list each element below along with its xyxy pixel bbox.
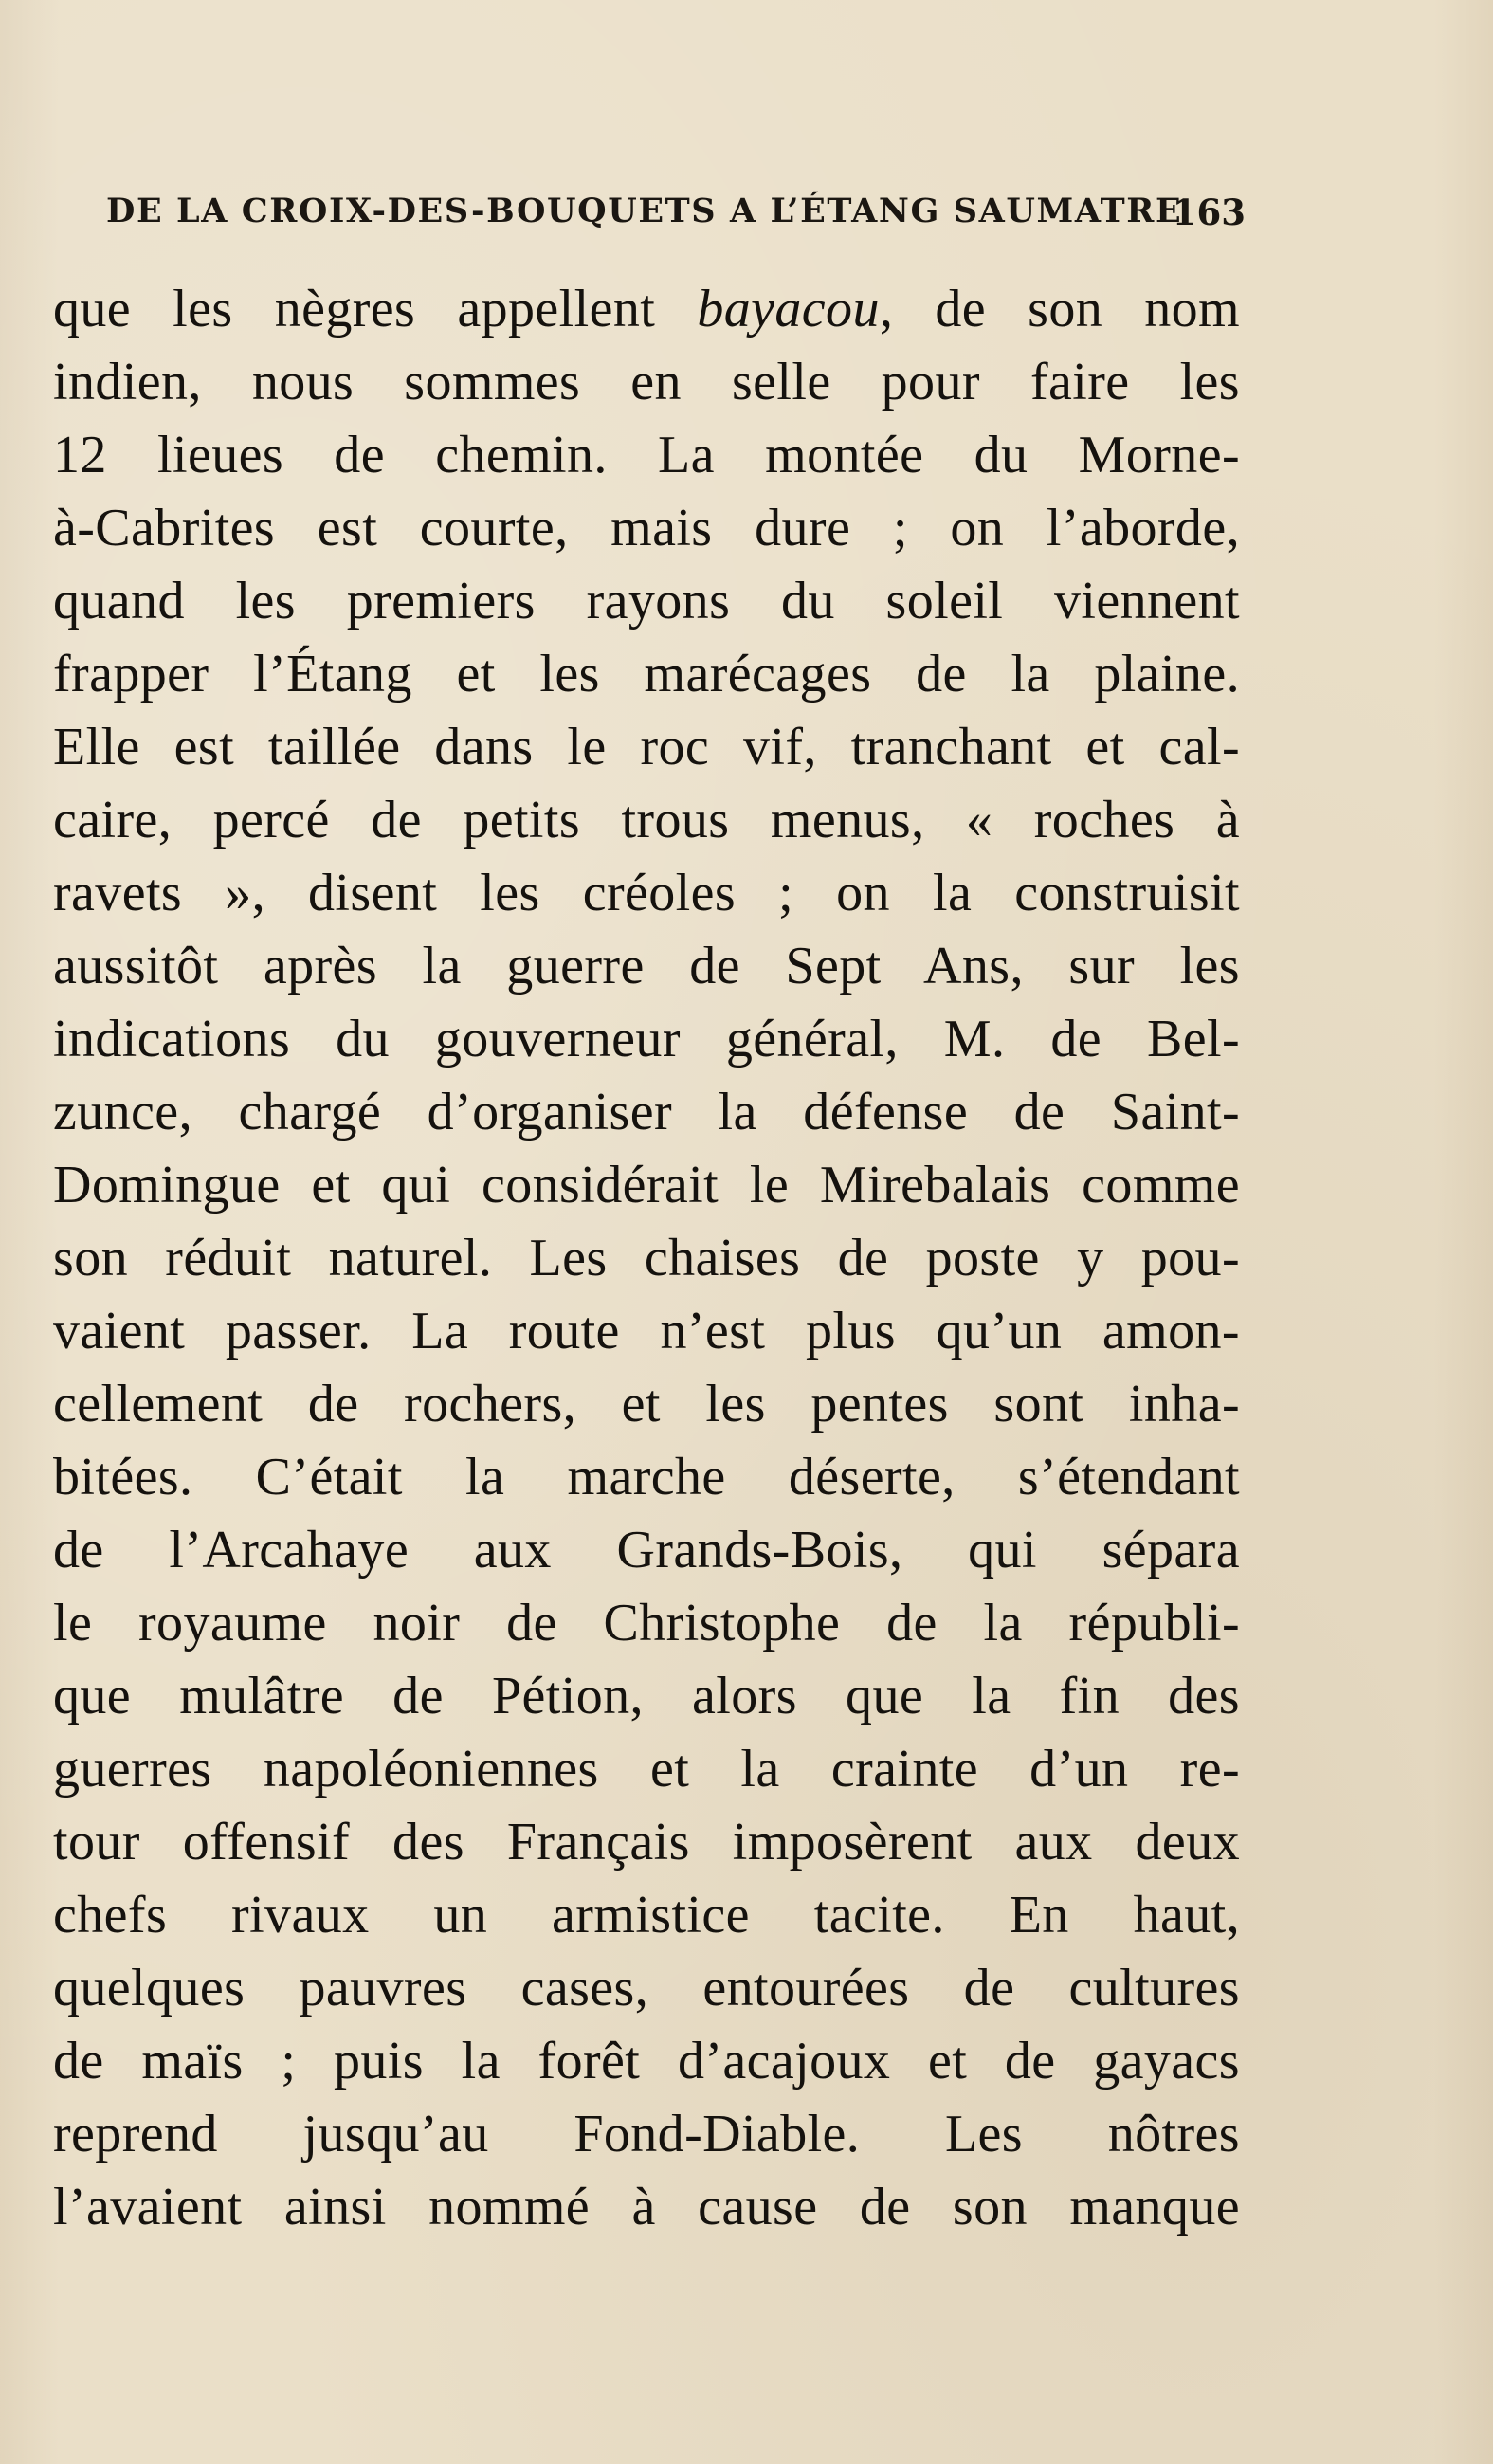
text-line: zunce, chargé d’organiser la défense de Saint- bbox=[53, 1083, 1240, 1141]
text-segment: que les nègres appellent bbox=[53, 280, 698, 338]
text-line: frapper l’Étang et les marécages de la plaine. bbox=[53, 645, 1240, 703]
text-line: cellement de rochers, et les pentes sont inha- bbox=[53, 1375, 1240, 1433]
text-segment: , de son nom bbox=[879, 280, 1240, 338]
text-line: indications du gouverneur général, M. de Bel- bbox=[53, 1010, 1240, 1068]
text-line: le royaume noir de Christophe de la républi- bbox=[53, 1594, 1240, 1652]
text-line: guerres napoléoniennes et la crainte d’un re- bbox=[53, 1740, 1240, 1798]
text-line: reprend jusqu’au Fond-Diable. Les nôtres bbox=[53, 2105, 1240, 2163]
text-line: son réduit naturel. Les chaises de poste y pou- bbox=[53, 1229, 1240, 1287]
text-line: quelques pauvres cases, entourées de cultures bbox=[53, 1959, 1240, 2017]
text-line: l’avaient ainsi nommé à cause de son manque bbox=[53, 2178, 1240, 2236]
text-line: à-Cabrites est courte, mais dure ; on l’aborde, bbox=[53, 499, 1240, 557]
page-number: 163 bbox=[1172, 192, 1246, 233]
italic-word: bayacou bbox=[697, 280, 880, 338]
text-line: bitées. C’était la marche déserte, s’étendant bbox=[53, 1448, 1240, 1506]
running-title: DE LA CROIX-DES-BOUQUETS A L’ÉTANG SAUMATRE bbox=[106, 192, 1183, 230]
running-head bbox=[106, 186, 1244, 239]
text-line: ravets », disent les créoles ; on la construisit bbox=[53, 864, 1240, 922]
text-line: caire, percé de petits trous menus, « roches à bbox=[53, 791, 1240, 849]
text-line: 12 lieues de chemin. La montée du Morne- bbox=[53, 426, 1240, 484]
text-line: chefs rivaux un armistice tacite. En haut, bbox=[53, 1886, 1240, 1944]
text-line: que mulâtre de Pétion, alors que la fin des bbox=[53, 1667, 1240, 1725]
text-line: Elle est taillée dans le roc vif, tranchant et cal- bbox=[53, 718, 1240, 776]
text-line: aussitôt après la guerre de Sept Ans, sur les bbox=[53, 937, 1240, 995]
text-line bbox=[53, 273, 1240, 346]
text-line: de l’Arcahaye aux Grands-Bois, qui sépara bbox=[53, 1521, 1240, 1579]
text-line: quand les premiers rayons du soleil viennent bbox=[53, 572, 1240, 630]
text-line: Domingue et qui considérait le Mirebalais comme bbox=[53, 1156, 1240, 1214]
text-line: de maïs ; puis la forêt d’acajoux et de gayacs bbox=[53, 2032, 1240, 2090]
text-line: indien, nous sommes en selle pour faire les bbox=[53, 353, 1240, 411]
text-line: tour offensif des Français imposèrent aux deux bbox=[53, 1813, 1240, 1871]
body-text bbox=[53, 273, 1240, 2244]
text-line: vaient passer. La route n’est plus qu’un amon- bbox=[53, 1302, 1240, 1360]
